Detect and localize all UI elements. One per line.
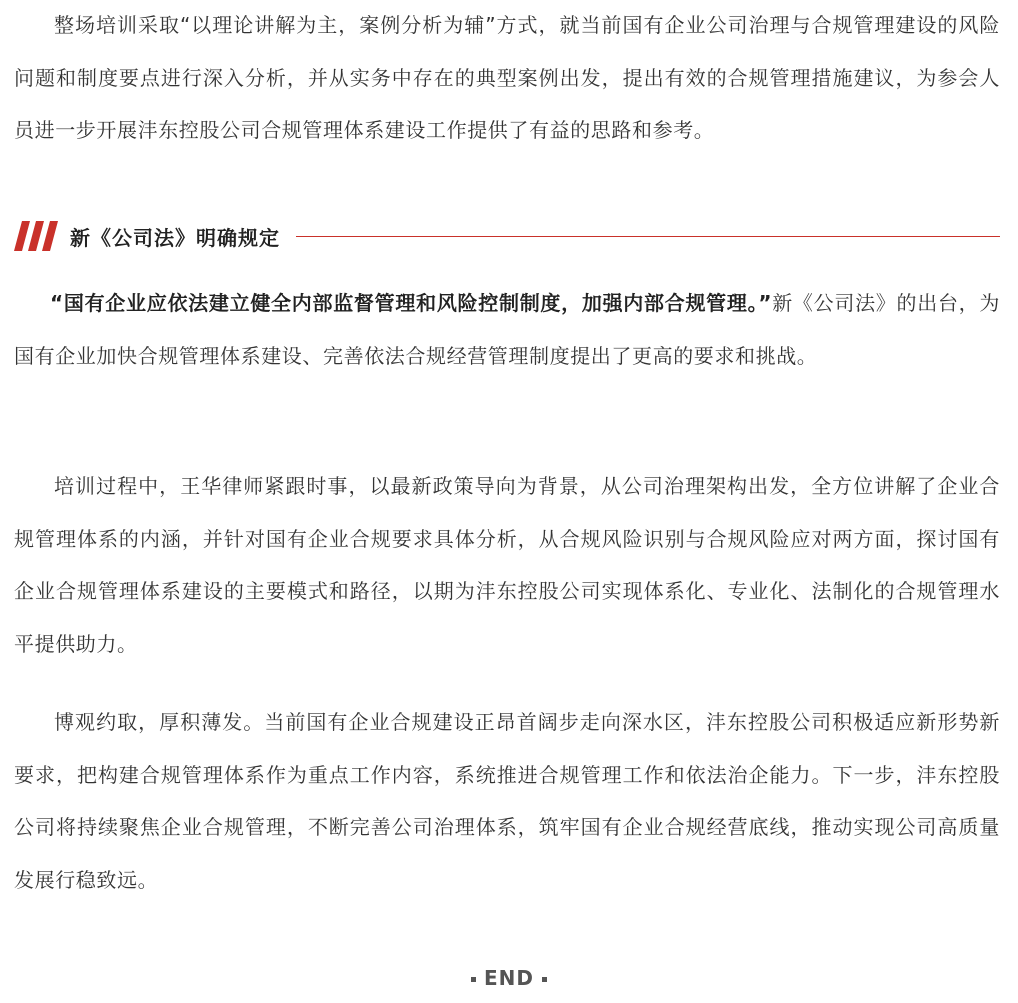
section-title: 新《公司法》明确规定 bbox=[70, 225, 280, 250]
law-quote: “国有企业应依法建立健全内部监督管理和风险控制制度，加强内部合规管理。” bbox=[50, 291, 773, 315]
end-label: END bbox=[483, 966, 534, 990]
law-quote-paragraph bbox=[14, 277, 1000, 382]
law-quote-followup: 新《公司法》的出台，为国有企业加快合规管理体系建设、完善依法合规经营管理制度提出了更高的要求和挑战。 bbox=[14, 291, 1000, 368]
triple-slash-icon bbox=[14, 221, 58, 251]
section-divider bbox=[296, 236, 1000, 237]
intro-paragraph: 整场培训采取“以理论讲解为主，案例分析为辅”方式，就当前国有企业公司治理与合规管理建设的风险问题和制度要点进行深入分析，并从实务中存在的典型案例出发，提出有效的合规管理措施建议，为参会人员进一步开展沣东控股公司合规管理体系建设工作提供了有益的思路和参考。 bbox=[14, 13, 1000, 142]
training-paragraph: 培训过程中，王华律师紧跟时事，以最新政策导向为背景，从公司治理架构出发，全方位讲解了企业合规管理体系的内涵，并针对国有企业合规要求具体分析，从合规风险识别与合规风险应对两方面，探讨国有企业合规管理体系建设的主要模式和路径，以期为沣东控股公司实现体系化、专业化、法制化的合规管理水平提供助力。 bbox=[14, 474, 1000, 656]
outlook-paragraph: 博观约取，厚积薄发。当前国有企业合规建设正昂首阔步走向深水区，沣东控股公司积极适应新形势新要求，把构建合规管理体系作为重点工作内容，系统推进合规管理工作和依法治企能力。下一步，沣东控股公司将持续聚焦企业合规管理，不断完善公司治理体系，筑牢国有企业合规经营底线，推动实现公司高质量发展行稳致远。 bbox=[14, 710, 1000, 892]
end-dot-left bbox=[471, 977, 476, 982]
end-marker bbox=[0, 966, 1018, 990]
section-heading bbox=[14, 218, 1000, 254]
end-dot-right bbox=[542, 977, 547, 982]
